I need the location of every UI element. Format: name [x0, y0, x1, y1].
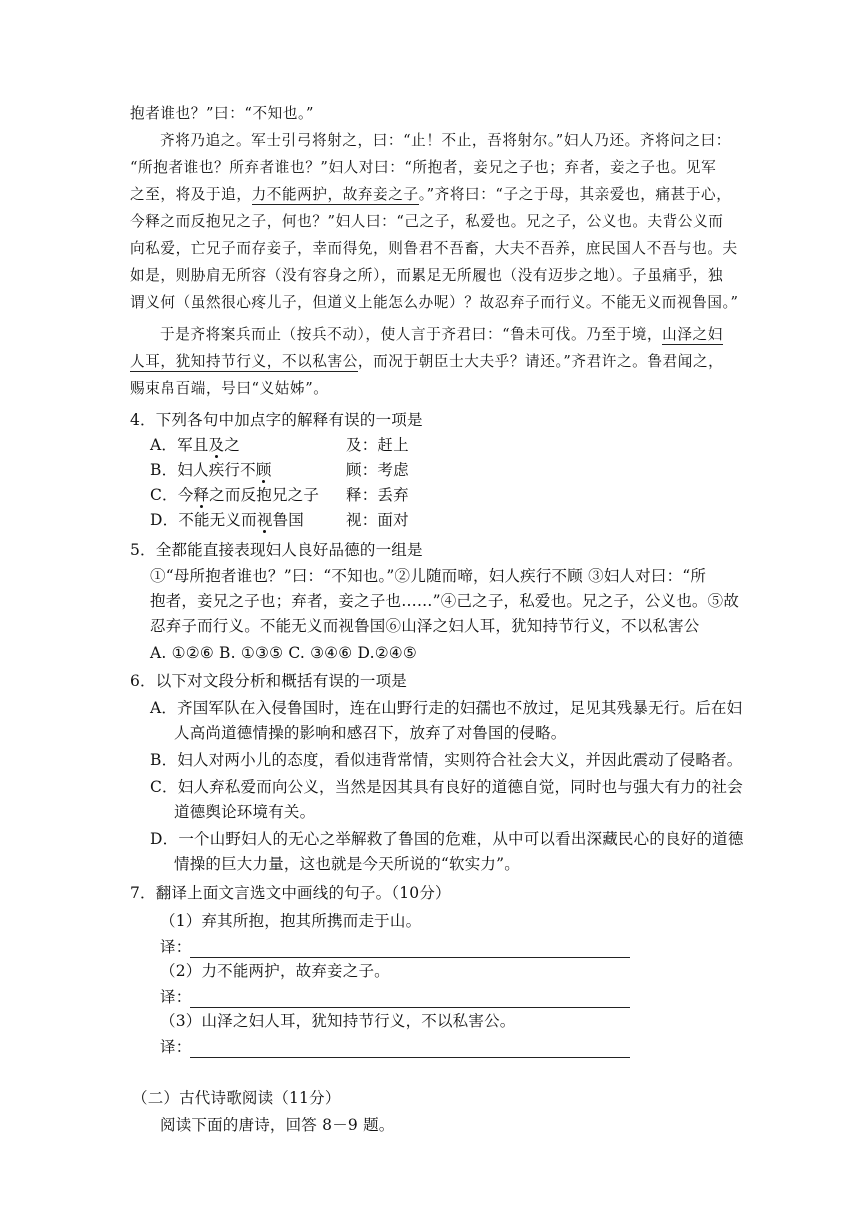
q6-option-d-cont: 情操的巨大力量，这也就是今天所说的“软实力”。 — [174, 855, 520, 873]
question-5-stem: 5．全都能直接表现妇人良好品德的一组是 — [130, 541, 423, 559]
q4-option-a[interactable]: A．军且及之 及：赶上 — [150, 436, 409, 454]
q4-option-d[interactable]: D．不能无义而视鲁国 视：面对 — [150, 511, 409, 529]
question-4-stem: 4．下列各句中加点字的解释有误的一项是 — [130, 411, 423, 429]
question-7-stem: 7．翻译上面文言选文中画线的句子。（10分） — [130, 884, 451, 902]
passage-line: 之至，将及于追，力不能两护，故弃妾之子。”齐将曰：“子之于母，其亲爱也，痛甚于心， — [130, 186, 732, 203]
answer-line-2[interactable] — [190, 1007, 630, 1008]
q7-sentence-2: （2）力不能两护，故弃妾之子。 — [160, 962, 390, 980]
passage-line: 齐将乃追之。军士引弓将射之，曰：“止！不止，吾将射尔。”妇人乃还。齐将问之曰： — [160, 132, 731, 149]
answer-line-1[interactable] — [190, 957, 630, 958]
q5-body-line: 抱者，妾兄之子也；弃者，妾之子也……”④己之子，私爱也。兄之子，公义也。⑤故 — [150, 592, 740, 610]
passage-line: 于是齐将案兵而止（按兵不动），使人言于齐君曰：“鲁未可伐。乃至于境，山泽之妇 — [160, 326, 723, 343]
q4-option-c[interactable]: C．今释之而反抱兄之子 释：丢弃 — [150, 486, 409, 504]
underlined-sentence: 山泽之妇 — [662, 326, 723, 343]
q6-option-a[interactable]: A．齐国军队在入侵鲁国时，连在山野行走的妇孺也不放过，足见其残暴无行。后在妇 — [150, 699, 743, 717]
q5-body-line: 忍弃子而行义。不能无义而视鲁国⑥山泽之妇人耳，犹知持节行义，不以私害公 — [150, 617, 700, 635]
underlined-sentence: 力不能两护，故弃妾之子 — [251, 186, 419, 203]
passage-line: 赐束帛百端，号曰“义姑姊”。 — [130, 380, 329, 397]
q7-prompt-1: 译： — [160, 938, 192, 956]
dotted-character: 顾 — [255, 461, 272, 479]
q5-body-line: ①“母所抱者谁也？”曰：“不知也。”②儿随而啼，妇人疾行不顾 ③妇人对曰：“所 — [150, 567, 707, 585]
q6-option-d[interactable]: D．一个山野妇人的无心之举解救了鲁国的危难，从中可以看出深藏民心的良好的道德 — [150, 830, 744, 848]
passage-line: 向私爱，亡兄子而存妾子，幸而得免，则鲁君不吾畜，大夫不吾养，庶民国人不吾与也。夫 — [130, 240, 738, 257]
question-6-stem: 6．以下对文段分析和概括有误的一项是 — [130, 672, 407, 690]
q4-option-b[interactable]: B．妇人疾行不顾 顾：考虑 — [150, 461, 409, 479]
dotted-character: 及 — [208, 436, 225, 454]
dotted-character: 释 — [193, 486, 210, 504]
passage-line: 抱者谁也？”曰：“不知也。” — [130, 105, 315, 122]
passage-line: 人耳，犹知持节行义，不以私害公，而况于朝臣士大夫乎？请还。”齐君许之。鲁君闻之， — [130, 353, 724, 370]
q6-option-c[interactable]: C．妇人弃私爱而向公义，当然是因其具有良好的道德自觉，同时也与强大有力的社会 — [150, 778, 743, 796]
passage-line: “所抱者谁也？所弃者谁也？”妇人对曰：“所抱者，妾兄之子也；弃者，妾之子也。见军 — [130, 159, 717, 176]
q6-option-b[interactable]: B．妇人对两小儿的态度，看似违背常情，实则符合社会大义，并因此震动了侵略者。 — [150, 751, 743, 769]
q6-option-c-cont: 道德舆论环境有关。 — [174, 803, 316, 821]
section-2-title: （二）古代诗歌阅读（11分） — [132, 1089, 341, 1107]
answer-line-3[interactable] — [190, 1057, 630, 1058]
q7-prompt-2: 译： — [160, 988, 192, 1006]
passage-line: 今释之而反抱兄之子，何也？”妇人曰：“己之子，私爱也。兄之子，公义也。夫背公义而 — [130, 213, 724, 230]
q7-sentence-1: （1）弃其所抱，抱其所携而走于山。 — [160, 912, 422, 930]
passage-line: 如是，则胁肩无所容（没有容身之所），而累足无所履也（没有迈步之地）。子虽痛乎，独 — [130, 267, 724, 284]
section-2-instruction: 阅读下面的唐诗，回答 8－9 题。 — [160, 1116, 395, 1134]
underlined-sentence: 人耳，犹知持节行义，不以私害公 — [130, 353, 358, 370]
q6-option-a-cont: 人高尚道德情操的影响和感召下，放弃了对鲁国的侵略。 — [174, 724, 567, 742]
dotted-character: 视 — [256, 511, 273, 529]
q7-prompt-3: 译： — [160, 1038, 192, 1056]
q7-sentence-3: （3）山泽之妇人耳，犹知持节行义，不以私害公。 — [160, 1012, 516, 1030]
passage-line: 谓义何（虽然很心疼儿子，但道义上能怎么办呢）？故忍弃子而行义。不能无义而视鲁国。” — [130, 294, 739, 311]
q5-choices[interactable]: A. ①②⑥ B. ①③⑤ C. ③④⑥ D.②④⑤ — [150, 644, 417, 662]
